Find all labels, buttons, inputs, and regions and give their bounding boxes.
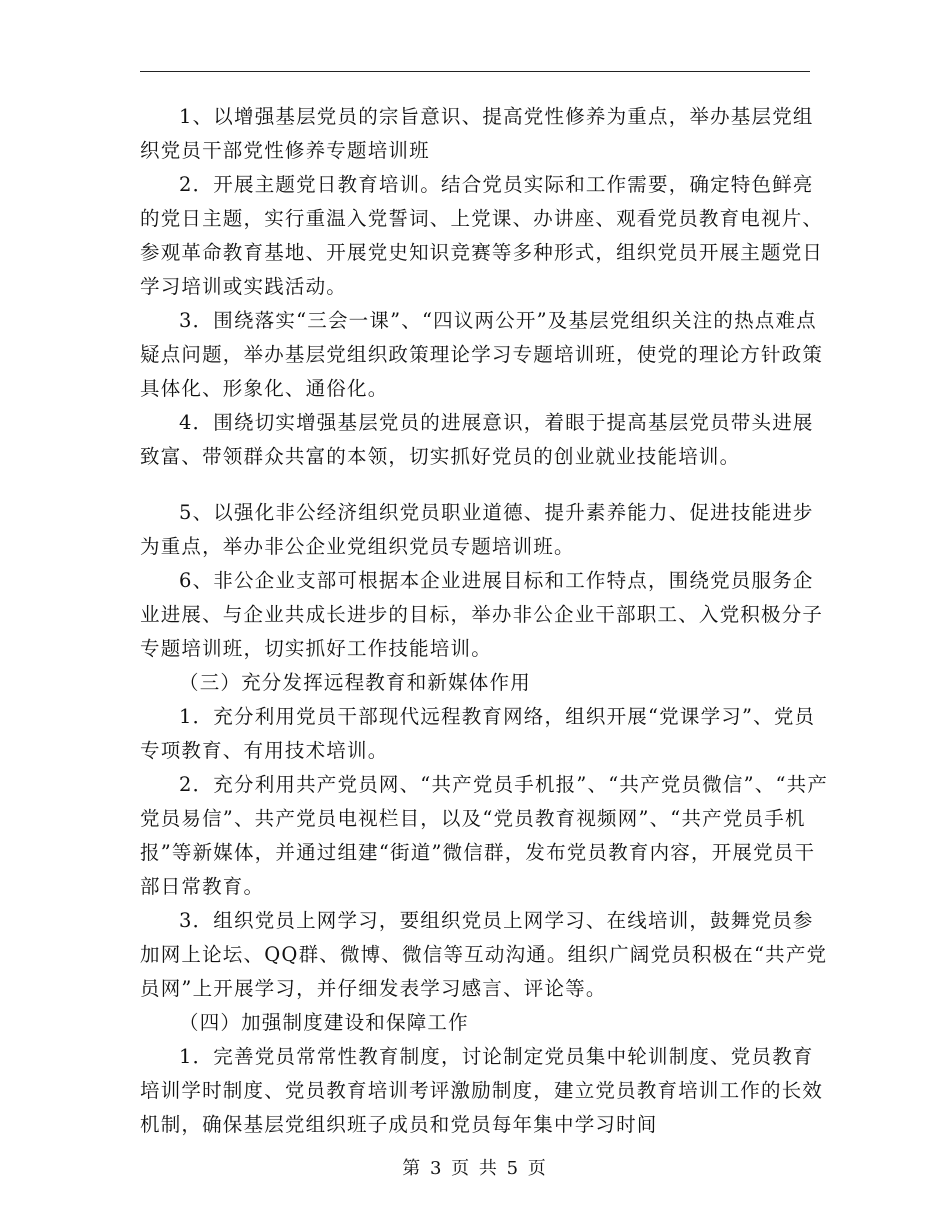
- document-body: [140, 100, 830, 1142]
- paragraph-7: 1．充分利用党员干部现代远程教育网络，组织开展“党课学习”、党员专项教育、有用技术培训。: [140, 705, 816, 762]
- paragraph-10: 1．完善党员常常性教育制度，讨论制定党员集中轮训制度、党员教育培训学时制度、党员教育培训考评激励制度，建立党员教育培训工作的长效机制，确保基层党组织班子成员和党员每年集中学习时间: [140, 1045, 824, 1136]
- paragraph-3: 3．围绕落实“三会一课”、“四议两公开”及基层党组织关注的热点难点疑点问题，举办基层党组织政策理论学习专题培训班，使党的理论方针政策具体化、形象化、通俗化。: [140, 309, 824, 400]
- section-heading-3: （三）充分发挥远程教育和新媒体作用: [179, 671, 531, 694]
- paragraph-9: 3．组织党员上网学习，要组织党员上网学习、在线培训，鼓舞党员参加网上论坛、QQ群、微博、微信等互动沟通。组织广阔党员积极在“共产党员网”上开展学习，并仔细发表学习感言、评论等。: [140, 909, 828, 1000]
- paragraph-6: 6、非公企业支部可根据本企业进展目标和工作特点，围绕党员服务企业进展、与企业共成长进步的目标，举办非公企业干部职工、入党积极分子专题培训班，切实抓好工作技能培训。: [140, 569, 824, 660]
- paragraph-1: 1、以增强基层党员的宗旨意识、提高党性修养为重点，举办基层党组织党员干部党性修养专题培训班: [140, 105, 814, 162]
- paragraph-5: 5、以强化非公经济组织党员职业道德、提升素养能力、促进技能进步为重点，举办非公企业党组织党员专题培训班。: [140, 501, 814, 558]
- section-heading-4: （四）加强制度建设和保障工作: [179, 1011, 469, 1034]
- paragraph-2: 2．开展主题党日教育培训。结合党员实际和工作需要，确定特色鲜亮的党日主题，实行重温入党誓词、上党课、办讲座、观看党员教育电视片、参观革命教育基地、开展党史知识竞赛等多种形式，组织党员开展主题党日学习培训或实践活动。: [140, 173, 824, 298]
- header-rule: [140, 71, 810, 72]
- paragraph-4: 4．围绕切实增强基层党员的进展意识，着眼于提高基层党员带头进展致富、带领群众共富的本领，切实抓好党员的创业就业技能培训。: [140, 411, 814, 468]
- paragraph-8: 2．充分利用共产党员网、“共产党员手机报”、“共产党员微信”、“共产党员易信”、共产党员电视栏目，以及“党员教育视频网”、“共产党员手机报”等新媒体，并通过组建“街道”微信群，发布党员教育内容，开展党员干部日常教育。: [140, 773, 829, 898]
- page-number: 第 3 页 共 5 页: [402, 1158, 548, 1179]
